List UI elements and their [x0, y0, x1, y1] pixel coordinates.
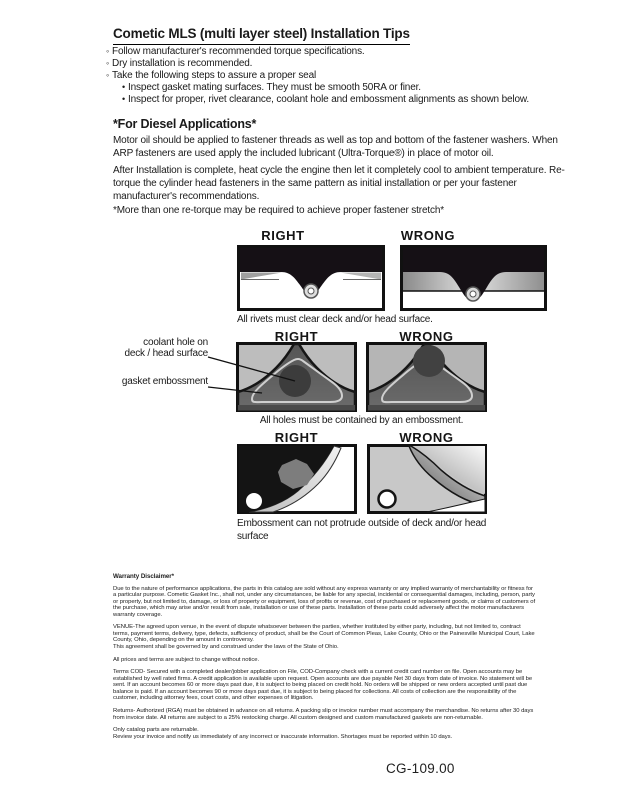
list-item — [106, 81, 529, 93]
gasket-embossment-callout — [108, 377, 208, 388]
disclaimer-paragraph: Due to the nature of performance applications, the parts in this catalog are sold without any express warranty or any implied warranty of merchantability or fitness for a particular purpose. Cometic Gasket Inc., shall not, under any circumstances, be liable for any special, incidental or consequential damages, including, person, party or property, but not limited to, damage, or loss of property or equipment, loss of profits or revenue, cost of purchased or replacement goods, or claims of customers of the purchase, which may arise and/or result from sale, installation or use of these parts. Installation of these parts could adversely affect the motor manufacturers warranty coverage. — [113, 585, 536, 618]
disclaimer-paragraph: Terms COD- Secured with a completed dealer/jobber application on File, COD-Company check with a current credit card number on file. Open accounts may be established by well rated firms. A credit application is available upon request. Open accounts are due payable Net 30 days from date of invoice. No statement will be sent. If an account becomes 60 or more days past due, it is subject to being placed on credit hold. No orders will be shipped or new orders accepted until past due balance is paid. If an account becomes 90 or more days past due, it is subject to being placed for collections. All costs of collection are the responsibility of the customer, including attorney fees, court costs, and other expenses of litigation. — [113, 669, 533, 702]
page-title: Cometic MLS (multi layer steel) Installation Tips — [113, 26, 410, 45]
diagram-caption-holes: All holes must be contained by an embossment. — [259, 415, 464, 426]
diagram-rivet-wrong-panel — [400, 245, 547, 311]
list-item — [106, 93, 529, 105]
coolant-hole-callout — [108, 338, 208, 360]
list-item — [106, 45, 529, 57]
diagram-embossment-right-panel — [237, 444, 357, 514]
filled-bullet-icon: • — [122, 94, 126, 105]
page-code: CG-109.00 — [386, 761, 455, 776]
list-item — [106, 69, 529, 81]
open-bullet-icon: ◦ — [106, 45, 110, 56]
diesel-paragraph-1: Motor oil should be applied to fastener threads as well as top and bottom of the fastener washers. When ARP fasteners are used apply the included lubricant (Ultra-Torque®) in place of motor oil. — [113, 135, 558, 159]
tip-text: Dry installation is recommended. — [112, 58, 253, 70]
wrong-label: WRONG — [399, 329, 454, 344]
embossment-protruding-diagram — [367, 444, 487, 514]
tips-list — [106, 45, 529, 105]
diagram-hole-wrong-panel — [366, 342, 487, 412]
tip-text: Inspect for proper, rivet clearance, coolant hole and embossment alignments as shown below. — [128, 94, 530, 106]
retorque-note: *More than one re-torque may be required to achieve proper fastener stretch* — [113, 205, 445, 216]
callout-text: deck / head surface — [124, 347, 208, 359]
disclaimer-paragraph: Returns- Authorized (RGA) must be obtained in advance on all returns. A packing slip or invoice number must accompany the merchandise. No returns after 30 days from invoice date. All returns are subject to a 25% restocking charge. All custom designed and custom manufactured gaskets are non-returnable. — [113, 708, 534, 721]
disclaimer-paragraph: All prices and terms are subject to change without notice. — [113, 656, 260, 663]
diagram-caption-rivets: All rivets must clear deck and/or head surface. — [237, 314, 433, 325]
rivet-interfere-diagram — [400, 245, 547, 311]
hole-contained-diagram — [236, 342, 357, 412]
disclaimer-paragraph: Review your invoice and notify us immediately of any incorrect or inaccurate information. Shortages must be reported within 10 days. — [113, 733, 453, 740]
diagram-rivet-right-panel — [237, 245, 385, 311]
wrong-label: WRONG — [400, 228, 456, 243]
diesel-heading: *For Diesel Applications* — [113, 117, 257, 131]
diagram-embossment-wrong-panel — [367, 444, 487, 514]
disclaimer-heading: Warranty Disclaimer* — [113, 573, 175, 580]
rivet-clear-diagram — [237, 245, 385, 311]
open-bullet-icon: ◦ — [106, 57, 110, 68]
right-label: RIGHT — [274, 430, 319, 445]
warranty-disclaimer — [113, 574, 537, 747]
callout-text: coolant hole on — [143, 337, 208, 348]
right-label: RIGHT — [274, 329, 319, 344]
disclaimer-paragraph: Only catalog parts are returnable. — [113, 727, 199, 734]
right-label: RIGHT — [261, 228, 305, 243]
hole-outside-diagram — [366, 342, 487, 412]
disclaimer-paragraph: VENUE-The agreed upon venue, in the event of dispute whatsoever between the parties, whether instituted by either party, including, but not limited to, contract terms, payment terms, delivery, type, defects, sufficiency of product, shall be the Court of Common Pleas, Lake County, Ohio or the Painesville Municipal Court, Lake County, Ohio, depending on the amount in controversy. — [113, 624, 535, 644]
diagram-caption-embossment: Embossment can not protrude outside of deck and/or head surface — [237, 518, 487, 542]
tip-text: Inspect gasket mating surfaces. They must be smooth 50RA or finer. — [128, 82, 421, 94]
diagram-hole-right-panel — [236, 342, 357, 412]
list-item — [106, 57, 529, 69]
wrong-label: WRONG — [399, 430, 454, 445]
embossment-inside-diagram — [237, 444, 357, 514]
tip-text: Take the following steps to assure a proper seal — [112, 70, 317, 82]
open-bullet-icon: ◦ — [106, 69, 110, 80]
callout-text: gasket embossment — [121, 376, 208, 387]
filled-bullet-icon: • — [122, 82, 126, 93]
disclaimer-paragraph: This agreement shall be governed by and construed under the laws of the State of Ohio. — [113, 643, 339, 650]
diesel-paragraph-2: After Installation is complete, heat cycle the engine then let it completely cool to ambient temperature. Re-torque the cylinder head fasteners in the same pattern as initial installation or per your fastener manufacturer's recommendations. — [113, 165, 565, 202]
tip-text: Follow manufacturer's recommended torque specifications. — [112, 46, 365, 57]
